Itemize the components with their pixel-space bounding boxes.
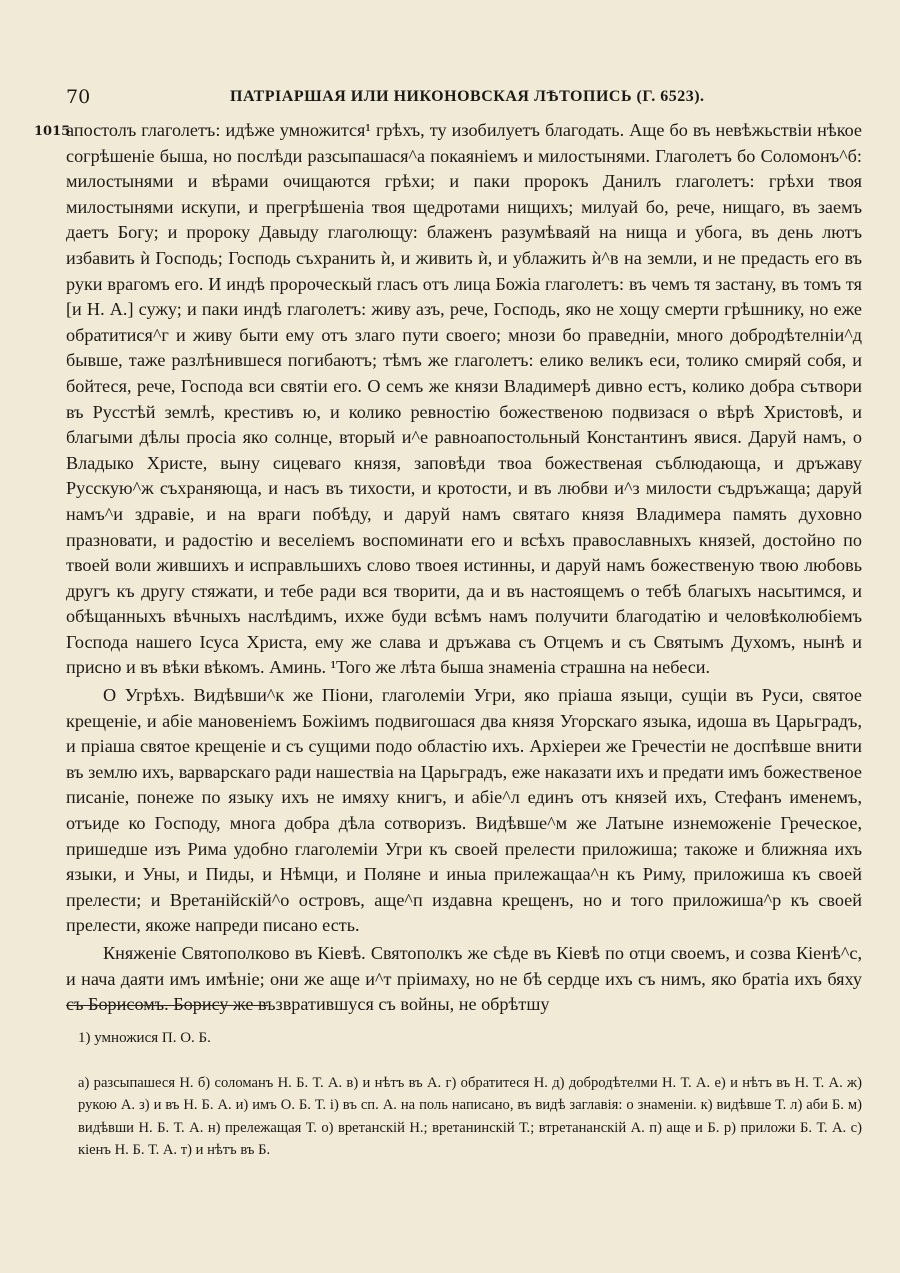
paragraph: Княженіе Святополково въ Кіевѣ. Святополкъ же сѣде въ Кіевѣ по отци своемъ, и созва Кіенѣ^с, и нача даяти имъ имѣніе; они же аще и^т пріимаху, но не бѣ сердце ихъ съ нимъ, яко братіа ихъ бяху съ Борисомъ. Борису же възвратившуся съ войны, не обрѣтшу xyxy=(66,943,862,1015)
footnote-divider xyxy=(66,1005,268,1006)
footnote-variants: а) разсыпашеся Н. б) соломанъ Н. Б. Т. А. в) и нѣтъ въ А. г) обратитеся Н. д) добродѣтелми Н. Т. А. е) и нѣтъ въ Н. Т. А. ж) рукою А. з) и въ Н. Б. А. и) имъ О. Б. Т. і) въ сп. А. на поль написано, въ видѣ заглавія: о знаменіи. к) видѣвше Т. л) аби Б. м) видѣвши Н. Б. Т. А. н) прележащая Т. о) вретанскій Н.; вретанинскій Т.; втретананскій А. п) аще и Б. р) приложи Б. Т. А. с) кіенъ Н. Б. Т. А. т) и нѣтъ въ Б. xyxy=(78,1075,862,1159)
footnote-primary: 1) умножися П. О. Б. xyxy=(78,1030,211,1046)
running-title: ПАТРІАРШАЯ ИЛИ НИКОНОВСКАЯ ЛѢТОПИСЬ (Г. 6523). xyxy=(230,88,705,105)
main-text xyxy=(66,118,862,1018)
page-header xyxy=(66,86,860,110)
paragraph: апостолъ глаголетъ: идѣже умножится¹ грѣхъ, ту изобилуетъ благодать. Аще бо въ невѣжьствіи нѣкое согрѣшеніе быша, но послѣди разсыпашася^а покаяніемъ и милостынями. Глаголетъ бо Соломонъ^б: милостынями и вѣрами очищаются грѣхи; и паки пророкъ Данилъ глаголетъ: грѣхи твоя милостынями искупи, и прегрѣшеніа твоя щедротами нищихъ; милуай бо, рече, нищаго, въ заемъ даетъ Богу; и пророку Давыду глаголющу: блаженъ разумѣваяй на нища и убога, въ день лютъ избавить ѝ Господь; Господь съхранить ѝ, и живить ѝ, и ублажить ѝ^в на земли, и не предасть его въ руки врагомъ его. И индѣ пророческый гласъ отъ лица Божіа глаголетъ: въ чемъ тя застану, въ томъ тя [и Н. А.] сужу; и паки индѣ глаголетъ: живу азъ, рече, Господь, яко не хощу смерти грѣшнику, но еже обратитися^г и живу быти ему отъ злаго пути своего; мнози бо праведніи, много добродѣтелніи^д бывше, таже разлѣнившеся погибаютъ; тѣмъ же глаголетъ: елико великъ еси, толико смиряй собя, и бойтеся, рече, Господа вси святіи его. О семъ же князи Владимерѣ дивно естъ, колико добра сътвори въ Русстѣй землѣ, крестивъ ю, и колико ревностію божественою подвизася о вѣрѣ Христовѣ, и благыми дѣлы просіа яко солнце, вторый и^е равноапостольный Константинъ явися. Даруй намъ, о Владыко Христе, выну сицеваго князя, заповѣди твоа божественая съблюдающа, и дръжаву Русскую^ж съхраняюща, и насъ въ тихости, и кротости, и въ любви и^з милости съдръжаща; даруй намъ^и здравіе, и на враги побѣду, и даруй намъ святаго князя Владимера память духовно празновати, и радостію и веселіемъ воспоминати его и всѣхъ православныхъ князей, достойно по твоей воли жившихъ и исправльшихъ слово твоея истинны, и даруй намъ божественую твою любовь другъ къ другу стяжати, и тебе ради вся творити, да и въ настоящемъ о тебѣ благыхъ насытимся, и обѣщанныхъ вѣчныхъ наслѣдимъ, ихже буди всѣмъ намъ получити благодатію и человѣколюбіемъ Господа нашего Ісуса Христа, ему же слава и дръжава съ Отцемъ и съ Святымъ Духомъ, нынѣ и присно и въ вѣки вѣкомъ. Аминь. ¹Того же лѣта быша знаменіа страшна на небеси. xyxy=(66,120,862,678)
page-number: 70 xyxy=(66,86,91,108)
margin-year: 1015 xyxy=(34,124,71,139)
paragraph: О Угрѣхъ. Видѣвши^к же Піони, глаголеміи Угри, яко пріаша языци, сущіи въ Руси, святое крещеніе, и абіе мановеніемъ Божіимъ подвигошася два князя Угорскаго языка, идоша въ Царьградъ, и пріаша святое крещеніе и съ сущими подо областію ихъ. Архіереи же Гречестіи не доспѣвше внити въ землю ихъ, варварскаго ради нашествіа на Царьградъ, еже наказати ихъ и предати имъ божественое писаніе, понеже по языку ихъ не имяху книгъ, и абіе^л единъ отъ князей ихъ, Стефанъ именемъ, отъиде ко Господу, многа добра дѣла сотворизъ. Видѣвше^м же Латыне изнеможеніе Греческое, пришедше изъ Рима удобно глаголеміи Угри къ своей прелести приложиша; такоже и ближняа ихъ языки, и Уны, и Пиды, и Нѣмци, и Поляне и иныа прилежащаа^н къ Риму, приложиша къ своей прелести; и Вретанійскій^о островъ, аще^п издавна крещенъ, но и того приложиша^р къ своей прелести, якоже напреди писано есть. xyxy=(66,685,862,936)
